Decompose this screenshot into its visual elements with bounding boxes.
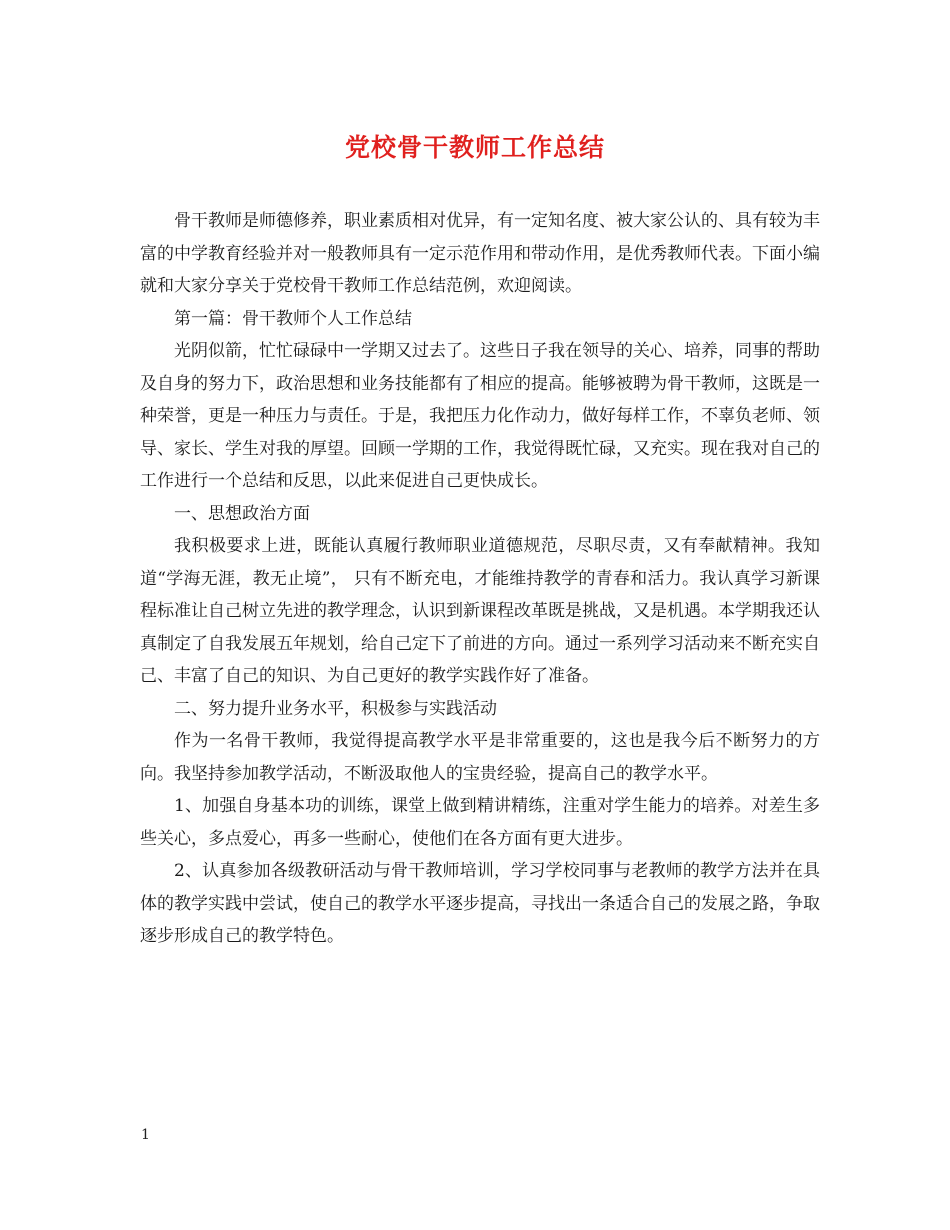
page-title: 党校骨干教师工作总结 (344, 133, 605, 162)
paragraph-intro: 骨干教师是师德修养，职业素质相对优异，有一定知名度、被大家公认的、具有较为丰富的中学教育经验并对一般教师具有一定示范作用和带动作用，是优秀教师代表。下面小编就和大家分享关于党校骨干教师工作总结范例，欢迎阅读。 (140, 211, 820, 296)
page-number: 1 (141, 1127, 150, 1143)
list-item-basic-skills: 1、加强自身基本功的训练，课堂上做到精讲精练，注重对学生能力的培养。对差生多些关心，多点爱心，再多一些耐心，使他们在各方面有更大进步。 (140, 796, 820, 849)
section-heading-professional: 二、努力提升业务水平，积极参与实践活动 (174, 698, 497, 719)
section-heading-political: 一、思想政治方面 (174, 503, 310, 524)
section-heading-part-one: 第一篇：骨干教师个人工作总结 (174, 308, 412, 329)
paragraph-professional: 作为一名骨干教师，我觉得提高教学水平是非常重要的，这也是我今后不断努力的方向。我坚持参加教学活动，不断汲取他人的宝贵经验，提高自己的教学水平。 (140, 731, 820, 784)
document-body (140, 205, 820, 953)
paragraph-political: 我积极要求上进，既能认真履行教师职业道德规范，尽职尽责，又有奉献精神。我知道“学海无涯，教无止境”， 只有不断充电，才能维持教学的青春和活力。我认真学习新课程标准让自己树立先进的教学理念，认识到新课程改革既是挑战，又是机遇。本学期我还认真制定了自我发展五年规划，给自己定下了前进的方向。通过一系列学习活动来不断充实自己、丰富了自己的知识、为自己更好的教学实践作好了准备。 (140, 536, 820, 686)
list-item-training: 2、认真参加各级教研活动与骨干教师培训，学习学校同事与老教师的教学方法并在具体的教学实践中尝试，使自己的教学水平逐步提高，寻找出一条适合自己的发展之路，争取逐步形成自己的教学特色。 (140, 861, 820, 946)
paragraph-opening: 光阴似箭，忙忙碌碌中一学期又过去了。这些日子我在领导的关心、培养，同事的帮助及自身的努力下，政治思想和业务技能都有了相应的提高。能够被聘为骨干教师，这既是一种荣誉，更是一种压力与责任。于是，我把压力化作动力，做好每样工作，不辜负老师、领导、家长、学生对我的厚望。回顾一学期的工作，我觉得既忙碌，又充实。现在我对自己的工作进行一个总结和反思，以此来促进自己更快成长。 (140, 341, 820, 491)
